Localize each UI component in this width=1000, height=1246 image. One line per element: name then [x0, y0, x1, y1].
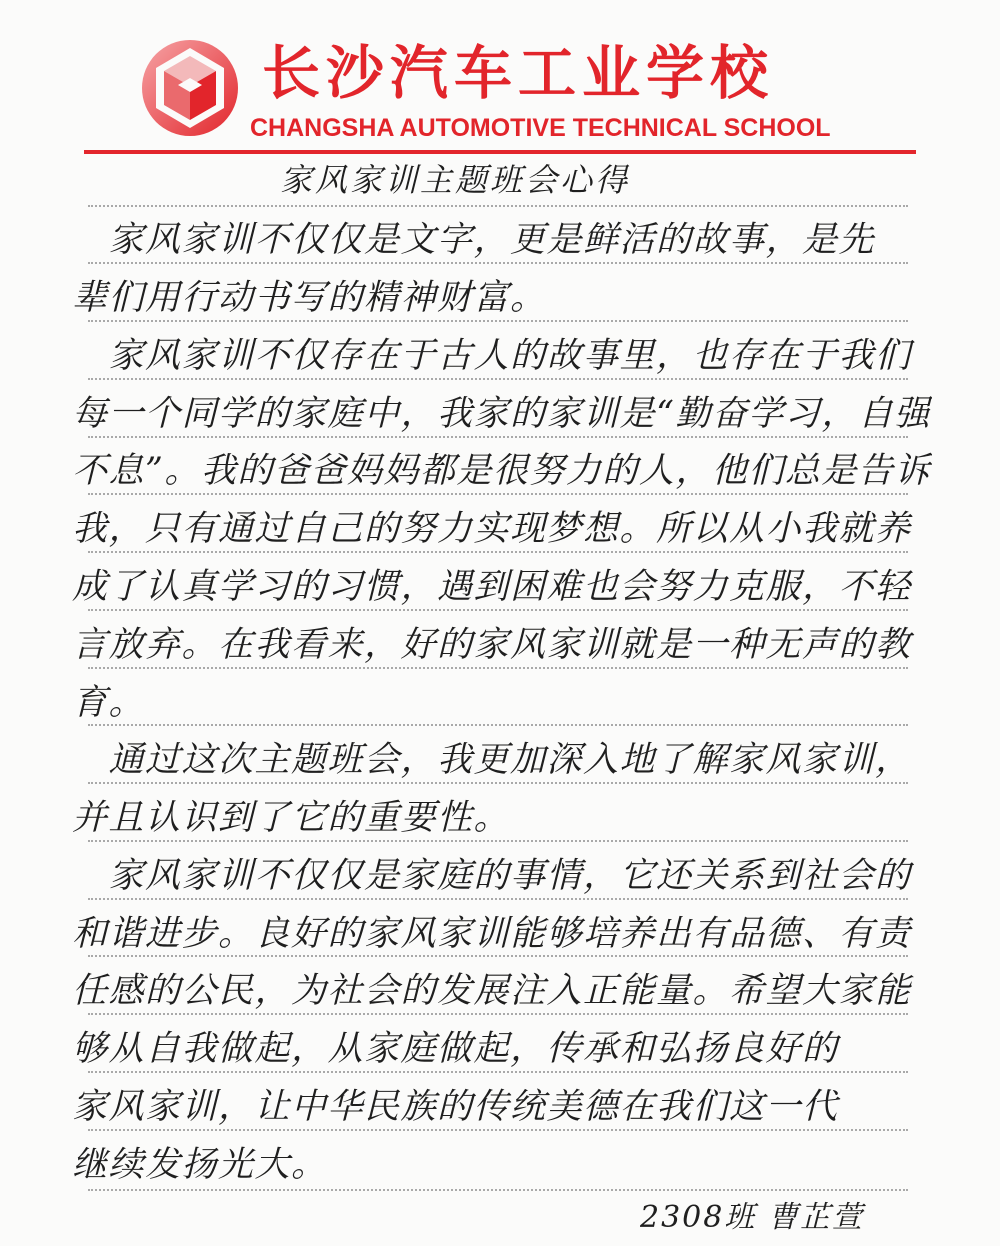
text-line: 通过这次主题班会，我更加深入地了解家风家训， — [72, 740, 912, 780]
text-line: 每一个同学的家庭中，我家的家训是“勤奋学习，自强 — [72, 394, 931, 434]
letterhead — [0, 0, 1000, 160]
text-line: 成了认真学习的习惯，遇到困难也会努力克服，不轻 — [72, 567, 912, 607]
text-line: 辈们用行动书写的精神财富。 — [72, 278, 547, 318]
text-line: 并且认识到了它的重要性。 — [72, 798, 511, 838]
document-title: 家风家训主题班会心得 — [280, 161, 631, 199]
text-line: 任感的公民，为社会的发展注入正能量。希望大家能 — [72, 971, 912, 1011]
school-name-english: CHANGSHA AUTOMOTIVE TECHNICAL SCHOOL — [250, 114, 831, 142]
text-line: 育。 — [72, 683, 146, 723]
text-line: 我，只有通过自己的努力实现梦想。所以从小我就养 — [72, 509, 912, 549]
text-line: 继续发扬光大。 — [72, 1145, 328, 1185]
text-line: 家风家训不仅存在于古人的故事里，也存在于我们 — [72, 336, 912, 376]
text-line: 家风家训不仅仅是文字，更是鲜活的故事，是先 — [72, 220, 876, 260]
school-logo-icon — [140, 38, 240, 138]
text-line: 家风家训不仅仅是家庭的事情，它还关系到社会的 — [72, 856, 912, 896]
signature: 2308班 曹芷萱 — [640, 1200, 864, 1235]
text-line: 不息”。我的爸爸妈妈都是很努力的人，他们总是告诉 — [72, 451, 931, 491]
text-line: 和谐进步。良好的家风家训能够培养出有品德、有责 — [72, 914, 912, 954]
text-line: 言放弃。在我看来，好的家风家训就是一种无声的教 — [72, 625, 912, 665]
text-line: 家风家训，让中华民族的传统美德在我们这一代 — [72, 1087, 839, 1127]
text-line: 够从自我做起，从家庭做起，传承和弘扬良好的 — [72, 1029, 839, 1069]
school-name-chinese: 长沙汽车工业学校 — [262, 39, 775, 107]
